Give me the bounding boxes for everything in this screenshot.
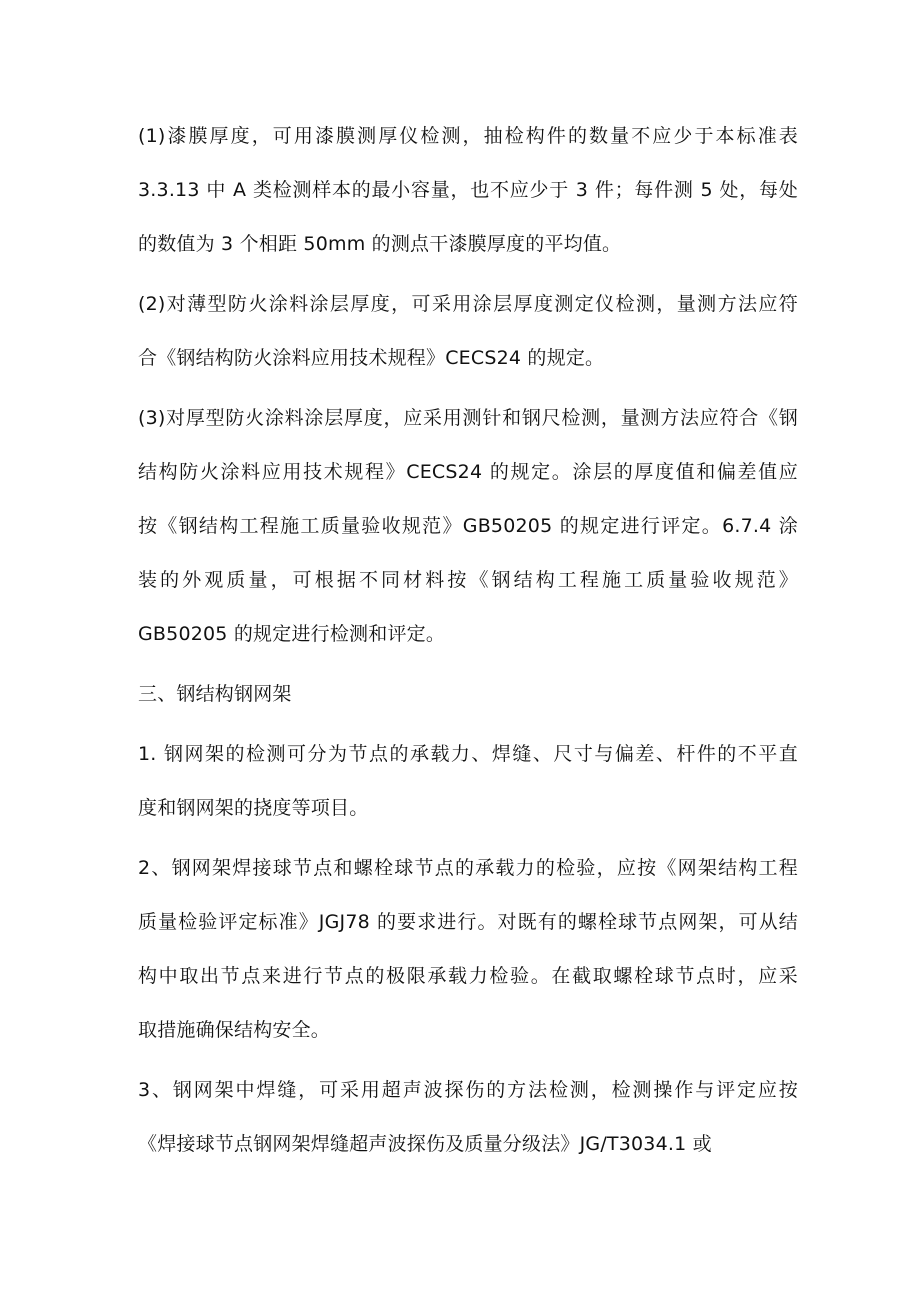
text-line-2: 3.3.13 中 A 类检测样本的最小容量，也不应少于 3 件；每件测 5 处，每处 [138,179,798,201]
text-line-5: 合《钢结构防火涂料应用技术规程》CECS24 的规定。 [138,347,605,369]
text-line-16: 构中取出节点来进行节点的极限承载力检验。在截取螺栓球节点时，应采 [138,965,798,987]
text-line-13: 度和钢网架的挠度等项目。 [138,797,369,819]
text-line-9: 装的外观质量，可根据不同材料按《钢结构工程施工质量验收规范》 [138,569,798,591]
text-line-1: (1)漆膜厚度，可用漆膜测厚仪检测，抽检构件的数量不应少于本标准表 [138,125,798,147]
text-line-12: 1. 钢网架的检测可分为节点的承载力、焊缝、尺寸与偏差、杆件的不平直 [138,743,798,765]
text-line-10: GB50205 的规定进行检测和评定。 [138,623,446,645]
text-line-6: (3)对厚型防火涂料涂层厚度，应采用测针和钢尺检测，量测方法应符合《钢 [138,407,798,429]
text-line-7: 结构防火涂料应用技术规程》CECS24 的规定。涂层的厚度值和偏差值应 [138,461,798,483]
text-line-14: 2、钢网架焊接球节点和螺栓球节点的承载力的检验，应按《网架结构工程 [138,857,798,879]
text-line-8: 按《钢结构工程施工质量验收规范》GB50205 的规定进行评定。6.7.4 涂 [138,515,798,537]
text-line-15: 质量检验评定标准》JGJ78 的要求进行。对既有的螺栓球节点网架，可从结 [138,911,798,933]
text-line-18: 3、钢网架中焊缝，可采用超声波探伤的方法检测，检测操作与评定应按 [138,1079,798,1101]
text-line-17: 取措施确保结构安全。 [138,1019,331,1041]
section-heading: 三、钢结构钢网架 [138,683,292,705]
text-line-4: (2)对薄型防火涂料涂层厚度，可采用涂层厚度测定仪检测，量测方法应符 [138,293,798,315]
text-line-3: 的数值为 3 个相距 50mm 的测点干漆膜厚度的平均值。 [138,233,622,255]
text-line-19: 《焊接球节点钢网架焊缝超声波探伤及质量分级法》JG/T3034.1 或 [138,1133,712,1155]
